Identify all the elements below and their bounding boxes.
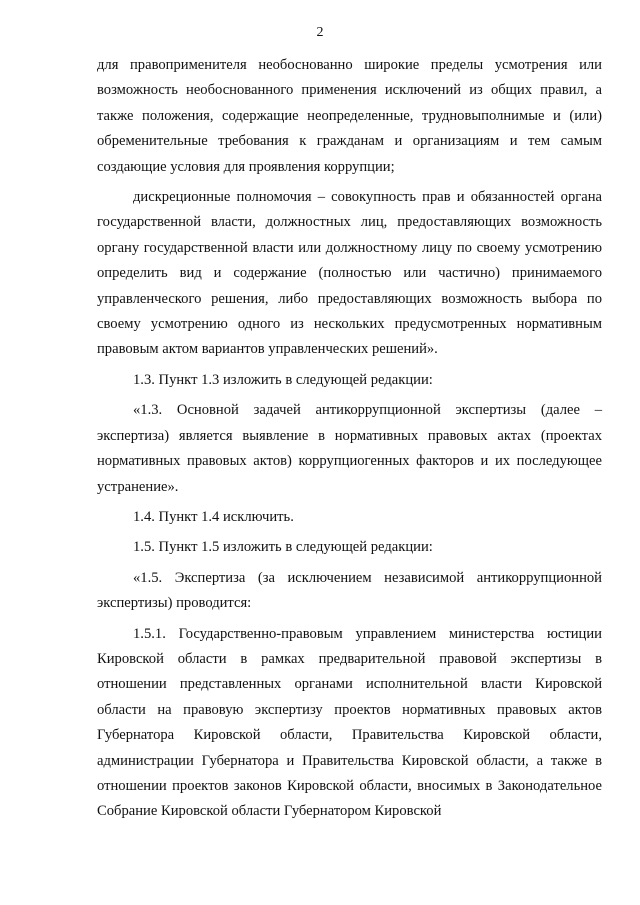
- paragraph-8: 1.5.1. Государственно-правовым управлением министерства юстиции Кировской области в рамках предварительной правовой экспертизы в отношении представленных органами исполнительной власти Кировской области на правовую экспертизу проектов нормативных правовых актов Губернатора Кировской области, Правительства Кировской области, администрации Губернатора и Правительства Кировской области, а также в отношении проектов законов Кировской области, вносимых в Законодательное Собрание Кировской области Губернатором Кировской: [97, 625, 602, 820]
- document-body: [97, 53, 602, 825]
- paragraph-5: 1.4. Пункт 1.4 исключить.: [133, 508, 294, 525]
- paragraph-3: 1.3. Пункт 1.3 изложить в следующей редакции:: [133, 371, 433, 388]
- page-number: 2: [316, 25, 324, 40]
- paragraph-6: 1.5. Пункт 1.5 изложить в следующей редакции:: [133, 539, 433, 556]
- paragraph-2: дискреционные полномочия – совокупность прав и обязанностей органа государственной власти, должностных лиц, предоставляющих возможность органу государственной власти или должностному лицу по своему усмотрению определить вид и содержание (полностью или частично) принимаемого управленческого решения, либо предоставляющих возможность выбора по своему усмотрению одного из нескольких предусмотренных нормативным правовым актом вариантов управленческих решений».: [97, 189, 602, 358]
- paragraph-1: для правоприменителя необоснованно широкие пределы усмотрения или возможность необоснованного применения исключений из общих правил, а также положения, содержащие неопределенные, трудновыполнимые и (или) обременительные требования к гражданам и организациям и тем самым создающие условия для проявления коррупции;: [97, 57, 602, 175]
- paragraph-7: «1.5. Экспертиза (за исключением независимой антикоррупционной экспертизы) проводится:: [97, 569, 602, 612]
- paragraph-4: «1.3. Основной задачей антикоррупционной экспертизы (далее – экспертиза) является выявление в нормативных правовых актах (проектах нормативных правовых актов) коррупциогенных факторов и их последующее устранение».: [97, 402, 602, 495]
